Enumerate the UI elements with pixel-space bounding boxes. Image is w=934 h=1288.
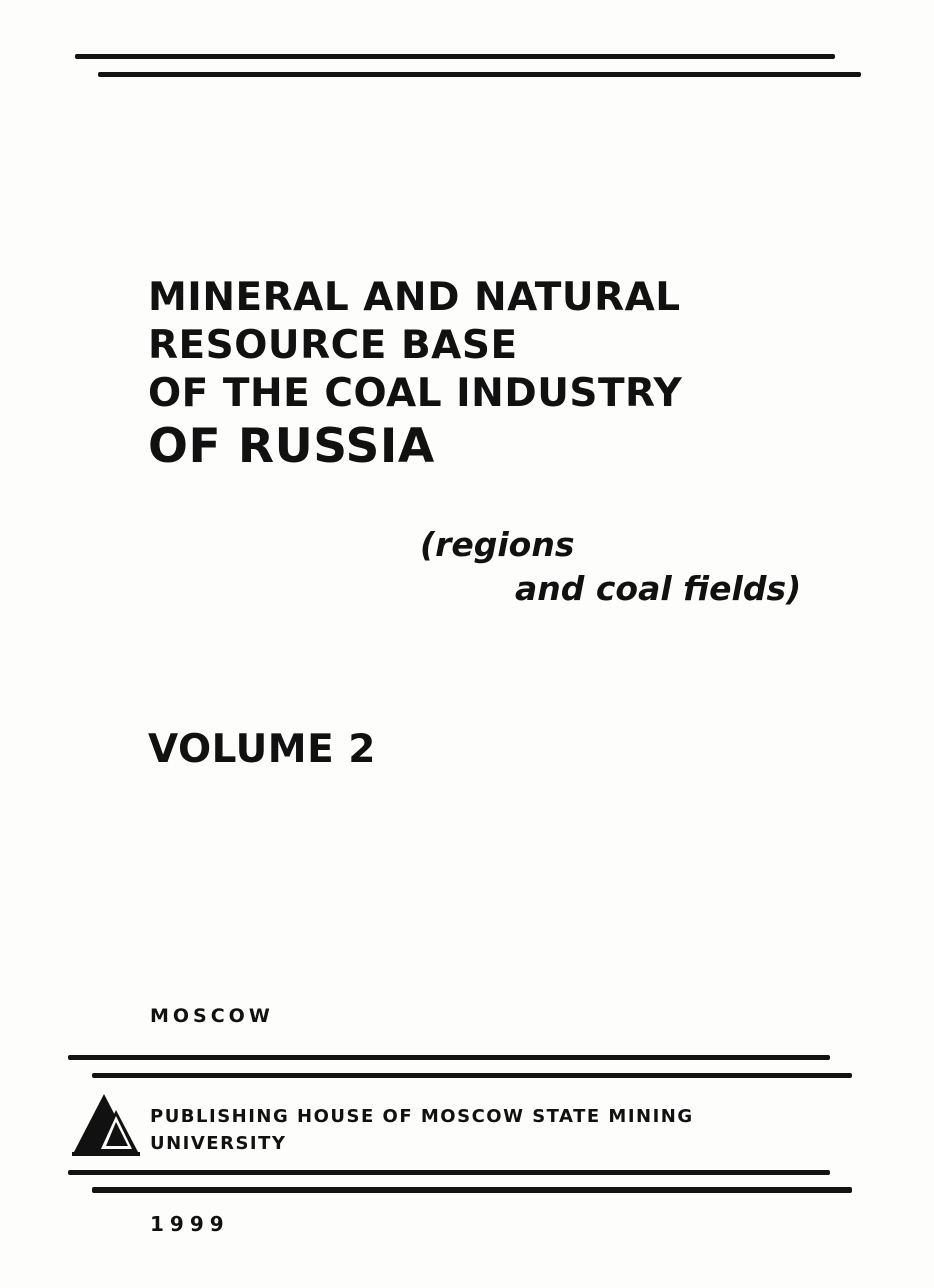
publisher-rule-upper-1 (68, 1055, 830, 1060)
title-line: RESOURCE BASE (148, 323, 518, 368)
publisher-rule-lower-2 (92, 1187, 852, 1193)
subtitle-line: and coal fields) (515, 569, 802, 608)
publisher-name (150, 1103, 850, 1157)
subtitle-line: (regions (420, 525, 575, 564)
title-line: OF THE COAL INDUSTRY (148, 371, 683, 416)
mountain-triangle-logo-icon (70, 1092, 142, 1158)
publisher-line: PUBLISHING HOUSE OF MOSCOW STATE MINING (150, 1106, 694, 1127)
title-line-emphasis: OF RUSSIA (148, 419, 435, 474)
top-rule-upper (75, 54, 835, 59)
top-rule-lower (98, 72, 861, 77)
publisher-rule-lower-1 (68, 1170, 830, 1175)
publisher-rule-upper-2 (92, 1073, 852, 1078)
title-line: MINERAL AND NATURAL (148, 275, 681, 320)
book-title (148, 274, 868, 476)
publication-year: 1999 (150, 1212, 230, 1236)
volume-number: VOLUME 2 (148, 727, 376, 772)
publication-city: MOSCOW (150, 1005, 274, 1027)
publisher-line: UNIVERSITY (150, 1133, 287, 1154)
